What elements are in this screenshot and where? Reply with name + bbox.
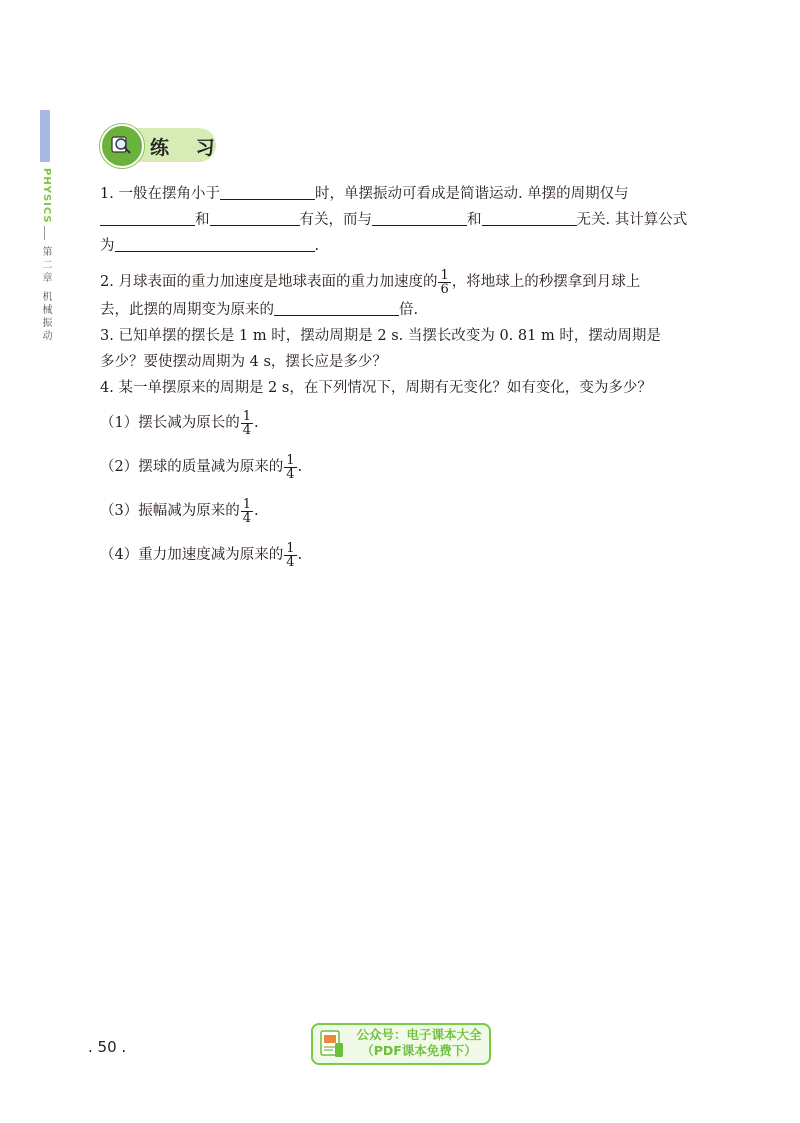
side-color-bar — [40, 110, 50, 162]
side-divider — [44, 226, 45, 240]
fraction-denominator: 4 — [286, 466, 295, 482]
answer-blank[interactable] — [100, 209, 195, 226]
q4-item-end: . — [254, 415, 259, 431]
q1-line2 — [100, 207, 720, 233]
q2-text-c: 去，此摆的周期变为原来的 — [100, 302, 274, 318]
fraction-denominator: 4 — [286, 554, 295, 570]
fraction-numerator: 1 — [440, 267, 449, 283]
side-chapter-label: 第二章 机械振动 — [40, 246, 51, 344]
fraction — [438, 269, 450, 296]
exercise-title: 练 习 — [150, 137, 225, 159]
q1-line1 — [100, 181, 720, 207]
page-number: . 50 . — [88, 1038, 127, 1056]
fraction-numerator: 1 — [242, 496, 252, 512]
answer-blank[interactable] — [115, 235, 315, 252]
fraction — [241, 498, 253, 525]
q1-text-a: 1. 一般在摆角小于 — [100, 186, 220, 202]
fraction — [241, 410, 253, 437]
q2-text-b: ，将地球上的秒摆拿到月球上 — [451, 274, 641, 290]
q1-text-h: . — [314, 238, 320, 254]
q4-item-text: （1）摆长减为原长的 — [100, 415, 240, 431]
fraction — [284, 454, 296, 481]
fraction-numerator: 1 — [286, 540, 295, 556]
q4-item-text: （2）摆球的质量减为原来的 — [100, 459, 284, 475]
q2-text-d: 倍. — [399, 302, 419, 318]
stamp-line1: 公众号：电子课本大全 — [356, 1027, 482, 1042]
q3-line1: 3. 已知单摆的摆长是 1 m 时，摆动周期是 2 s. 当摆长改变为 0. 81 m 时，摆动周期是 — [100, 328, 661, 344]
q4-item-2 — [100, 445, 720, 489]
answer-blank[interactable] — [482, 209, 577, 226]
q4-item-text: （3）振幅减为原来的 — [100, 503, 240, 519]
q1-text-g: 为 — [100, 238, 115, 254]
answer-blank[interactable] — [220, 183, 315, 200]
q2-line1 — [100, 267, 720, 297]
q1-text-e: 和 — [467, 212, 482, 228]
magnifier-book-icon — [100, 124, 144, 168]
answer-blank[interactable] — [274, 299, 399, 316]
q2-text-a: 2. 月球表面的重力加速度是地球表面的重力加速度的 — [100, 274, 438, 290]
q3-line2: 多少？要使摆动周期为 4 s，摆长应是多少？ — [100, 354, 387, 370]
fraction — [284, 542, 296, 569]
watermark-stamp — [311, 1023, 491, 1065]
answer-blank[interactable] — [210, 209, 300, 226]
q4-item-text: （4）重力加速度减为原来的 — [100, 547, 284, 563]
stamp-line2: （PDF课本免费下） — [361, 1043, 477, 1058]
q1-text-d: 有关，而与 — [299, 212, 372, 228]
side-physics-label: PHYSICS — [41, 168, 52, 224]
q4-item-end: . — [297, 547, 303, 563]
answer-blank[interactable] — [372, 209, 467, 226]
exercise-content — [100, 181, 720, 577]
q1-line3 — [100, 233, 720, 259]
ebook-icon — [319, 1029, 345, 1059]
stamp-text — [353, 1027, 485, 1059]
q4-item-end: . — [297, 459, 303, 475]
fraction-denominator: 4 — [242, 510, 252, 526]
q4-item-4 — [100, 533, 720, 577]
q4-item-3 — [100, 489, 720, 533]
q4-item-end: . — [254, 503, 259, 519]
fraction-numerator: 1 — [242, 408, 252, 424]
q1-text-c: 和 — [195, 212, 210, 228]
q4-item-1 — [100, 401, 720, 445]
q1-text-f: 无关. 其计算公式 — [576, 212, 688, 228]
fraction-denominator: 4 — [242, 422, 252, 438]
fraction-denominator: 6 — [440, 281, 449, 297]
fraction-numerator: 1 — [286, 452, 295, 468]
q4-intro: 4. 某一单摆原来的周期是 2 s，在下列情况下，周期有无变化？如有变化，变为多少？ — [100, 380, 652, 396]
q2-line2 — [100, 297, 720, 323]
q1-text-b: 时，单摆振动可看成是简谐运动. 单摆的周期仅与 — [314, 186, 629, 202]
